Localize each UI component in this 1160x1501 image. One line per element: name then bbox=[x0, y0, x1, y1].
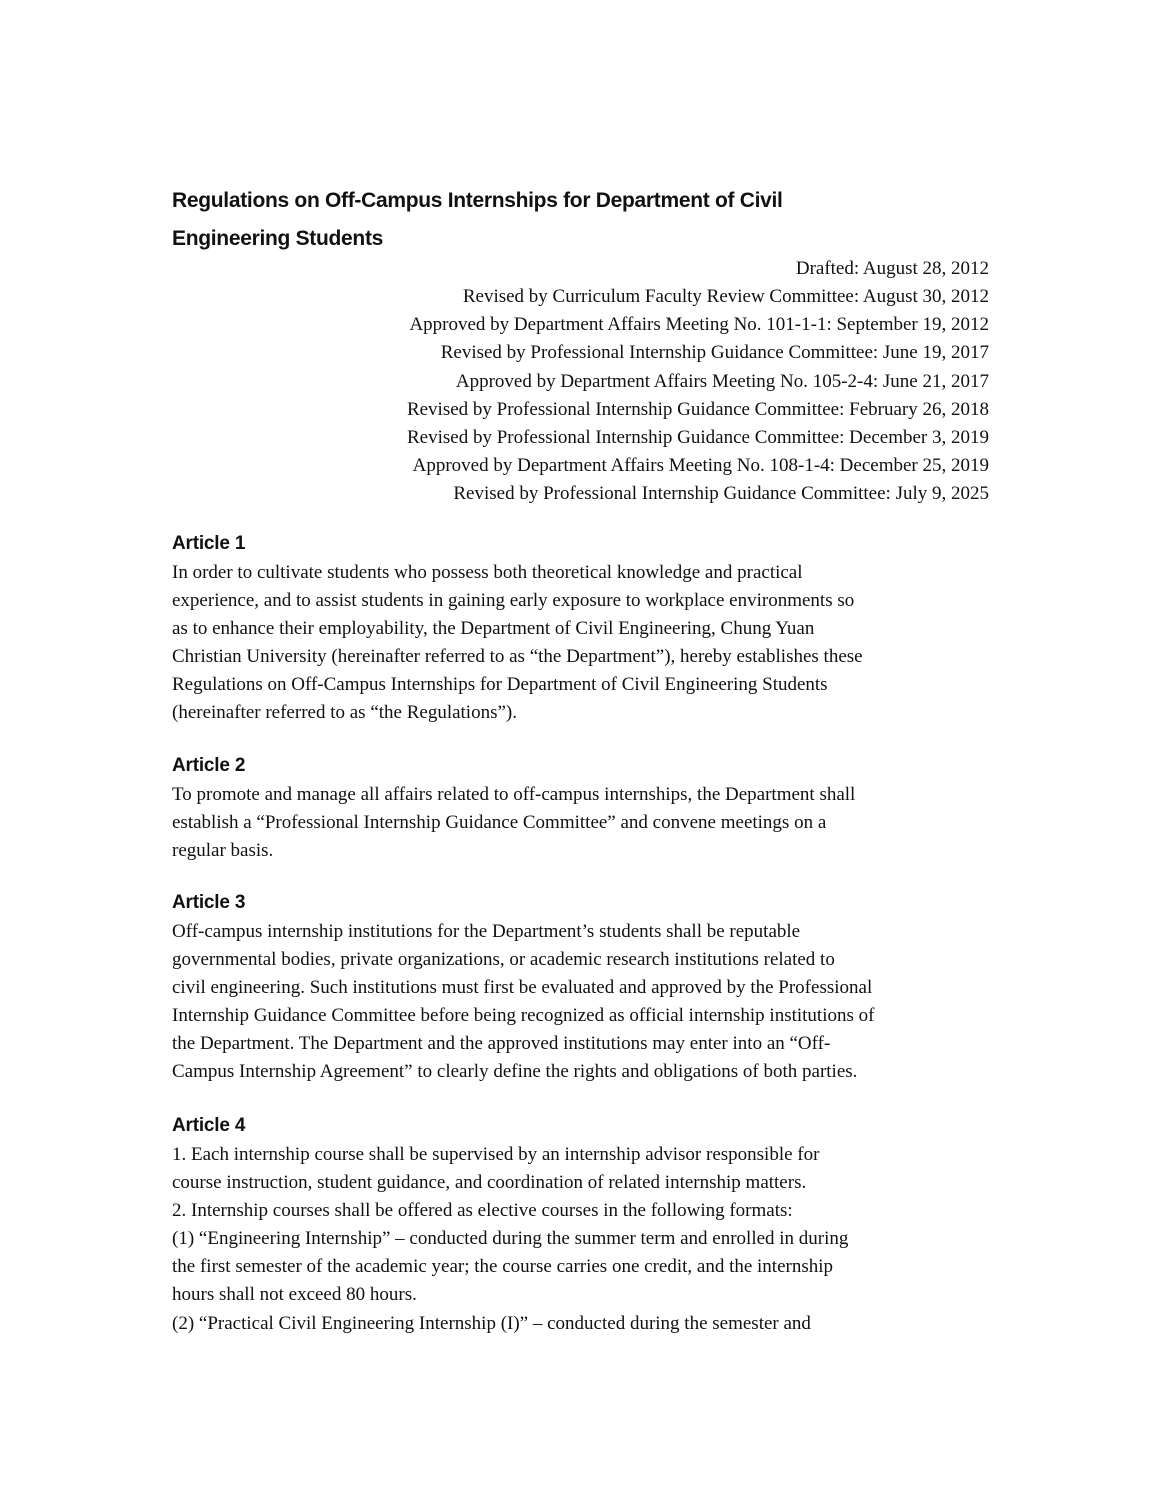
article-line: (hereinafter referred to as “the Regulations”). bbox=[172, 702, 517, 724]
article-body bbox=[172, 1141, 1002, 1338]
article-line: governmental bodies, private organizations, or academic research institutions related to bbox=[172, 949, 835, 971]
article-line: (2) “Practical Civil Engineering Internship (I)” – conducted during the semester and bbox=[172, 1312, 811, 1334]
article-body bbox=[172, 781, 1002, 865]
article-line: (1) “Engineering Internship” – conducted during the summer term and enrolled in during bbox=[172, 1228, 849, 1250]
article-line: Christian University (hereinafter referred to as “the Department”), hereby establishes these bbox=[172, 646, 863, 668]
title-line: Engineering Students bbox=[172, 227, 384, 250]
article-4 bbox=[172, 1111, 1002, 1338]
article-2 bbox=[172, 751, 1002, 865]
article-line: Campus Internship Agreement” to clearly define the rights and obligations of both parties. bbox=[172, 1061, 858, 1083]
article-line: 1. Each internship course shall be supervised by an internship advisor responsible for bbox=[172, 1144, 820, 1165]
title-line: Regulations on Off-Campus Internships for Department of Civil bbox=[172, 189, 783, 212]
revision-entry: Revised by Professional Internship Guidance Committee: June 19, 2017 bbox=[440, 342, 989, 364]
revision-entry: Revised by Curriculum Faculty Review Committee: August 30, 2012 bbox=[462, 286, 989, 308]
article-line: as to enhance their employability, the Department of Civil Engineering, Chung Yuan bbox=[172, 618, 815, 640]
revision-entry: Drafted: August 28, 2012 bbox=[795, 258, 989, 279]
article-line: the first semester of the academic year; the course carries one credit, and the internship bbox=[172, 1256, 834, 1278]
article-heading: Article 3 bbox=[172, 892, 246, 913]
article-line: experience, and to assist students in gaining early exposure to workplace environments so bbox=[172, 590, 855, 612]
article-line: Internship Guidance Committee before being recognized as official internship institutions of bbox=[172, 1005, 875, 1027]
article-line: To promote and manage all affairs related to off-campus internships, the Department shall bbox=[172, 784, 856, 805]
article-line: course instruction, student guidance, and coordination of related internship matters. bbox=[172, 1172, 807, 1194]
article-body bbox=[172, 918, 1002, 1087]
article-line: civil engineering. Such institutions must first be evaluated and approved by the Professional bbox=[172, 977, 873, 999]
article-heading: Article 4 bbox=[172, 1115, 246, 1136]
article-line: the Department. The Department and the approved institutions may enter into an “Off- bbox=[172, 1033, 831, 1055]
article-line: establish a “Professional Internship Guidance Committee” and convene meetings on a bbox=[172, 812, 827, 834]
document-title bbox=[172, 182, 992, 258]
article-line: Regulations on Off-Campus Internships for Department of Civil Engineering Students bbox=[172, 674, 828, 696]
article-line: In order to cultivate students who possess both theoretical knowledge and practical bbox=[172, 562, 803, 583]
revision-entry: Approved by Department Affairs Meeting No. 105-2-4: June 21, 2017 bbox=[455, 370, 989, 392]
article-3 bbox=[172, 888, 1002, 1087]
article-line: Off-campus internship institutions for the Department’s students shall be reputable bbox=[172, 921, 801, 942]
article-heading: Article 1 bbox=[172, 533, 246, 554]
revision-entry: Approved by Department Affairs Meeting No. 101-1-1: September 19, 2012 bbox=[409, 314, 989, 336]
revision-entry: Revised by Professional Internship Guidance Committee: July 9, 2025 bbox=[453, 483, 989, 505]
article-line: regular basis. bbox=[172, 840, 274, 862]
article-1 bbox=[172, 529, 1002, 728]
revision-history bbox=[229, 255, 989, 508]
revision-entry: Approved by Department Affairs Meeting No. 108-1-4: December 25, 2019 bbox=[412, 455, 989, 477]
article-line: hours shall not exceed 80 hours. bbox=[172, 1284, 417, 1306]
article-line: 2. Internship courses shall be offered as elective courses in the following formats: bbox=[172, 1200, 793, 1222]
revision-entry: Revised by Professional Internship Guidance Committee: December 3, 2019 bbox=[406, 426, 989, 448]
revision-entry: Revised by Professional Internship Guidance Committee: February 26, 2018 bbox=[406, 398, 989, 420]
article-body bbox=[172, 559, 1002, 728]
article-heading: Article 2 bbox=[172, 755, 246, 776]
